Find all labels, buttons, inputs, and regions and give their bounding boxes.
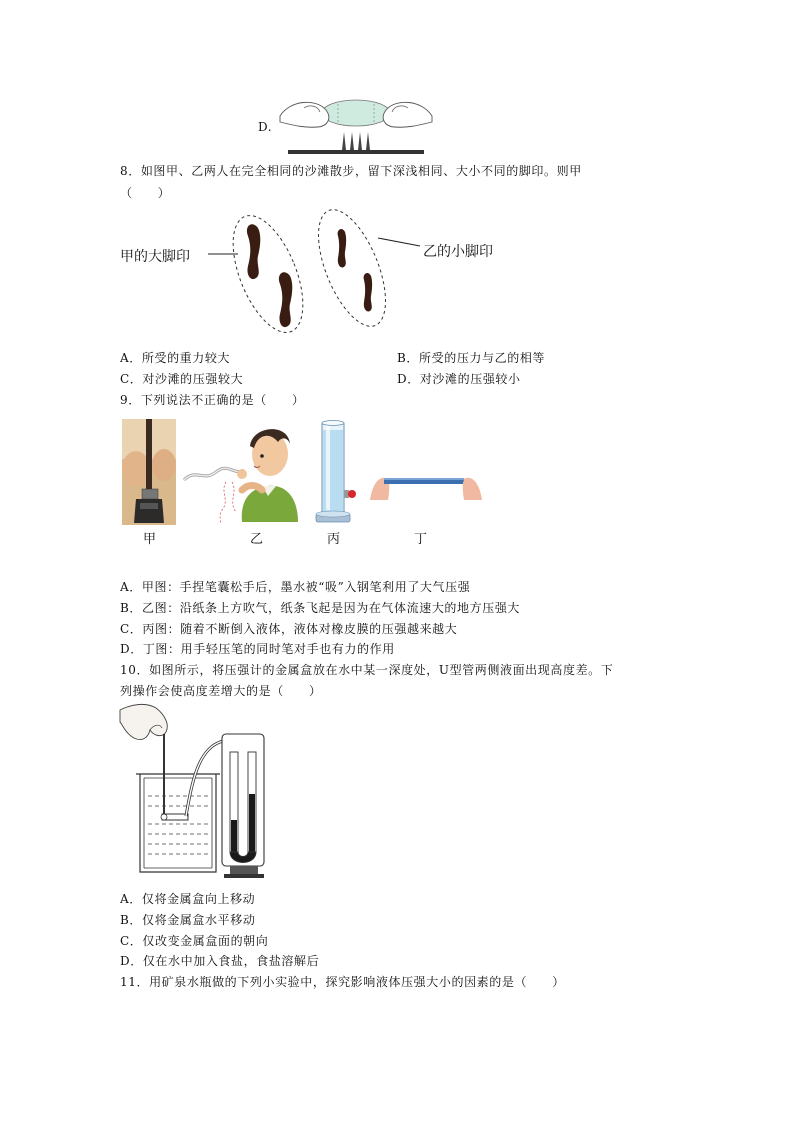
q7-option-d-label: D. xyxy=(258,120,273,134)
q9-figure-ding xyxy=(370,466,482,506)
q9-stem: 9．下列说法不正确的是（ ） xyxy=(120,393,305,407)
q9-caption-bing: 丙 xyxy=(327,532,341,547)
q9-figure-jia xyxy=(122,419,176,525)
q9-caption-yi: 乙 xyxy=(250,532,264,547)
q10-stem-line2: 列操作会使高度差增大的是（ ） xyxy=(120,684,322,698)
q9-option-c: C．丙图：随着不断倒入液体，液体对橡皮膜的压强越来越大 xyxy=(120,622,458,636)
q10-stem-line1: 10．如图所示，将压强计的金属盒放在水中某一深度处，U型管两侧液面出现高度差。下 xyxy=(120,663,614,677)
q9-caption-jia: 甲 xyxy=(143,532,157,547)
q8-label-jia: 甲的大脚印 xyxy=(120,249,190,265)
q8-footprints-figure xyxy=(200,200,430,340)
q8-option-a: A．所受的重力较大 xyxy=(120,351,231,365)
q10-option-a: A．仅将金属盒向上移动 xyxy=(120,892,256,906)
q11-stem: 11．用矿泉水瓶做的下列小实验中，探究影响液体压强大小的因素的是（ ） xyxy=(120,975,565,989)
q8-label-yi: 乙的小脚印 xyxy=(423,244,493,260)
q10-option-b: B．仅将金属盒水平移动 xyxy=(120,913,256,927)
q8-option-d: D．对沙滩的压强较小 xyxy=(397,372,521,386)
q9-option-a: A．甲图：手捏笔囊松手后，墨水被“吸”入钢笔利用了大气压强 xyxy=(120,580,471,594)
q8-stem-line1: 8．如图甲、乙两人在完全相同的沙滩散步，留下深浅相同、大小不同的脚印。则甲 xyxy=(120,164,582,178)
q8-option-c: C．对沙滩的压强较大 xyxy=(120,372,244,386)
q8-stem-line2: （ ） xyxy=(120,186,171,200)
q9-option-b: B．乙图：沿纸条上方吹气，纸条飞起是因为在气体流速大的地方压强大 xyxy=(120,601,521,615)
q10-option-d: D．仅在水中加入食盐，食盐溶解后 xyxy=(120,954,320,968)
q9-caption-ding: 丁 xyxy=(414,532,428,547)
q10-option-c: C．仅改变金属盒面的朝向 xyxy=(120,934,269,948)
q9-figure-yi xyxy=(182,418,304,526)
q9-figure-bing xyxy=(312,420,362,528)
q8-option-b: B．所受的压力与乙的相等 xyxy=(397,351,546,365)
q10-pressure-gauge-figure xyxy=(120,702,270,880)
q9-option-d: D．丁图：用手轻压笔的同时笔对手也有力的作用 xyxy=(120,642,395,656)
q7-balloon-figure xyxy=(276,96,436,156)
